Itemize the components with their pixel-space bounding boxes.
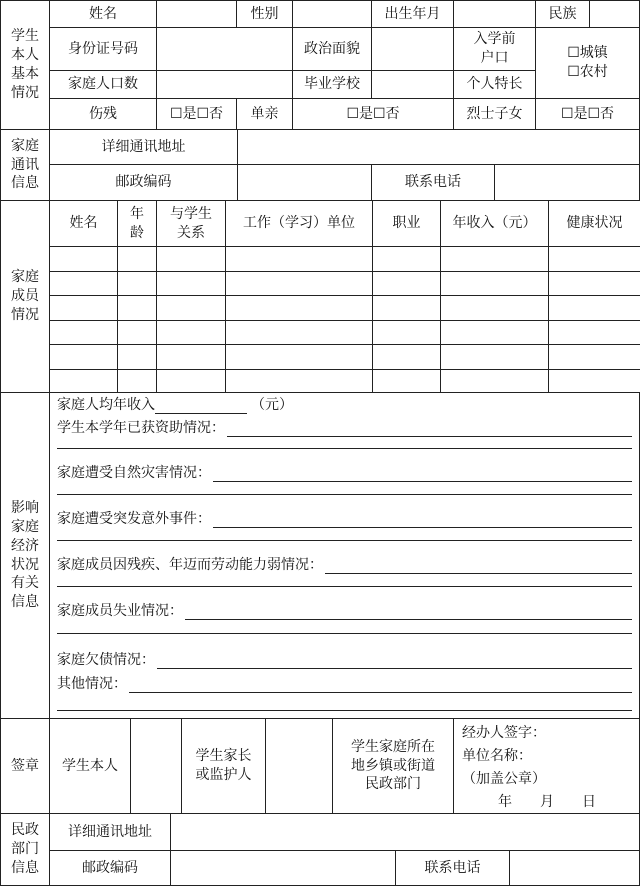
date-label: 年 月 日 [498, 794, 596, 810]
members-cell[interactable] [372, 246, 441, 272]
funded-label: 学生本学年已获资助情况： [57, 420, 225, 436]
members-cell[interactable] [440, 271, 549, 297]
civil-postcode-value[interactable] [170, 850, 396, 886]
disaster-label: 家庭遭受自然灾害情况： [57, 465, 211, 481]
members-cell[interactable] [372, 344, 441, 370]
home-phone-label: 联系电话 [371, 164, 495, 201]
household-size-value[interactable] [156, 70, 293, 99]
members-cell[interactable] [117, 344, 157, 370]
gender-value[interactable] [292, 0, 372, 28]
civil-address-value[interactable] [170, 813, 640, 851]
school-value[interactable] [371, 70, 454, 99]
disabled-options[interactable]: ☐是☐否 [156, 98, 237, 130]
members-cell[interactable] [117, 271, 157, 297]
guardian-sign-label: 学生家长 或监护人 [181, 718, 266, 814]
birth-value[interactable] [453, 0, 536, 28]
hukou-label: 入学前 户口 [453, 27, 536, 71]
gender-label: 性别 [236, 0, 293, 28]
disability-extra-line[interactable] [57, 586, 632, 587]
income-input[interactable] [155, 399, 247, 414]
members-header-2: 与学生 关系 [156, 200, 226, 247]
members-section-title: 家庭 成员 情况 [0, 200, 50, 393]
disaster-row [57, 464, 632, 482]
debt-row [57, 651, 632, 669]
funded-input[interactable] [227, 422, 632, 437]
other-extra-line[interactable] [57, 710, 632, 711]
birth-label: 出生年月 [371, 0, 454, 28]
single-parent-label: 单亲 [236, 98, 293, 130]
members-cell[interactable] [156, 246, 226, 272]
members-cell[interactable] [548, 246, 640, 272]
id-label: 身份证号码 [49, 27, 157, 71]
contact-section-title: 家庭 通讯 信息 [0, 129, 50, 201]
income-suffix: （元） [251, 397, 293, 413]
civil-phone-label: 联系电话 [395, 850, 510, 886]
members-cell[interactable] [440, 344, 549, 370]
members-header-1: 年 龄 [117, 200, 157, 247]
members-cell[interactable] [117, 246, 157, 272]
home-address-value[interactable] [237, 129, 640, 165]
civil-phone-value[interactable] [509, 850, 640, 886]
single-parent-options[interactable]: ☐是☐否 [292, 98, 454, 130]
id-value[interactable] [156, 27, 293, 71]
members-cell[interactable] [440, 295, 549, 321]
hukou-options [535, 27, 640, 99]
accident-input[interactable] [213, 513, 632, 528]
members-cell[interactable] [548, 320, 640, 346]
members-cell[interactable] [225, 369, 373, 395]
hukou-rural-checkbox[interactable]: ☐农村 [567, 64, 608, 80]
home-phone-value[interactable] [494, 164, 640, 201]
members-header-0: 姓名 [49, 200, 118, 247]
funded-extra-line[interactable] [57, 448, 632, 449]
ethnicity-label: 民族 [535, 0, 590, 28]
members-cell[interactable] [225, 344, 373, 370]
unit-name-label: 单位名称： [462, 748, 532, 764]
members-cell[interactable] [156, 271, 226, 297]
home-postcode-value[interactable] [237, 164, 372, 201]
disability-label: 家庭成员因残疾、年迈而劳动能力弱情况： [57, 557, 323, 573]
other-input[interactable] [129, 678, 632, 693]
debt-label: 家庭欠债情况： [57, 652, 155, 668]
debt-input[interactable] [157, 654, 632, 669]
martyr-options[interactable]: ☐是☐否 [535, 98, 640, 130]
civil-address-label: 详细通讯地址 [49, 813, 171, 851]
funded-row [57, 419, 632, 437]
members-cell[interactable] [49, 295, 118, 321]
signature-section-title: 签章 [0, 718, 50, 814]
members-cell[interactable] [548, 271, 640, 297]
members-cell[interactable] [372, 320, 441, 346]
name-value[interactable] [156, 0, 237, 28]
political-label: 政治面貌 [292, 27, 372, 71]
members-cell[interactable] [548, 295, 640, 321]
other-label: 其他情况： [57, 676, 127, 692]
members-cell[interactable] [156, 320, 226, 346]
handler-signature-label: 经办人签字： [462, 725, 546, 741]
student-sign-box[interactable] [130, 718, 182, 814]
members-cell[interactable] [225, 295, 373, 321]
members-cell[interactable] [49, 369, 118, 395]
members-cell[interactable] [117, 295, 157, 321]
members-cell[interactable] [372, 295, 441, 321]
home-address-label: 详细通讯地址 [49, 129, 238, 165]
members-cell[interactable] [49, 271, 118, 297]
guardian-sign-box[interactable] [265, 718, 333, 814]
income-row [57, 394, 293, 414]
hukou-town-checkbox[interactable]: ☐城镇 [567, 45, 608, 62]
members-cell[interactable] [225, 320, 373, 346]
civil-office-label: 学生家庭所在 地乡镇或街道 民政部门 [332, 718, 454, 814]
political-value[interactable] [371, 27, 454, 71]
members-cell[interactable] [117, 369, 157, 395]
members-cell[interactable] [440, 320, 549, 346]
accident-extra-line[interactable] [57, 540, 632, 541]
members-cell[interactable] [156, 295, 226, 321]
accident-row [57, 510, 632, 528]
members-cell[interactable] [49, 344, 118, 370]
specialty-label: 个人特长 [453, 70, 536, 99]
disability-input[interactable] [325, 559, 632, 574]
members-header-5: 年收入（元） [440, 200, 549, 247]
other-row [57, 675, 632, 693]
civil-section-title: 民政 部门 信息 [0, 813, 50, 886]
disabled-label: 伤残 [49, 98, 157, 130]
unemployment-label: 家庭成员失业情况： [57, 603, 183, 619]
members-cell[interactable] [548, 369, 640, 395]
disaster-extra-line[interactable] [57, 494, 632, 495]
members-header-6: 健康状况 [548, 200, 640, 247]
household-size-label: 家庭人口数 [49, 70, 157, 99]
martyr-label: 烈士子女 [453, 98, 536, 130]
disaster-input[interactable] [213, 467, 632, 482]
members-header-4: 职业 [372, 200, 441, 247]
ethnicity-value[interactable] [589, 0, 640, 28]
members-cell[interactable] [372, 369, 441, 395]
members-cell[interactable] [372, 271, 441, 297]
student-sign-label: 学生本人 [49, 718, 131, 814]
members-cell[interactable] [225, 246, 373, 272]
unemployment-extra-line[interactable] [57, 633, 632, 634]
economy-lines [57, 392, 632, 719]
student-section-title: 学生 本人 基本 情况 [0, 0, 50, 130]
members-cell[interactable] [156, 369, 226, 395]
members-header-3: 工作（学习）单位 [225, 200, 373, 247]
unemployment-input[interactable] [185, 605, 632, 620]
civil-postcode-label: 邮政编码 [49, 850, 171, 886]
seal-label: （加盖公章） [462, 771, 546, 787]
home-postcode-label: 邮政编码 [49, 164, 238, 201]
economy-section-title: 影响 家庭 经济 状况 有关 信息 [0, 392, 50, 719]
unemployment-row [57, 602, 632, 620]
members-cell[interactable] [49, 320, 118, 346]
members-cell[interactable] [49, 246, 118, 272]
members-cell[interactable] [440, 369, 549, 395]
name-label: 姓名 [49, 0, 157, 28]
members-cell[interactable] [225, 271, 373, 297]
income-prefix: 家庭人均年收入 [57, 397, 155, 413]
members-cell[interactable] [548, 344, 640, 370]
school-label: 毕业学校 [292, 70, 372, 99]
members-cell[interactable] [117, 320, 157, 346]
disability-row [57, 556, 632, 574]
accident-label: 家庭遭受突发意外事件： [57, 511, 211, 527]
members-cell[interactable] [440, 246, 549, 272]
members-cell[interactable] [156, 344, 226, 370]
